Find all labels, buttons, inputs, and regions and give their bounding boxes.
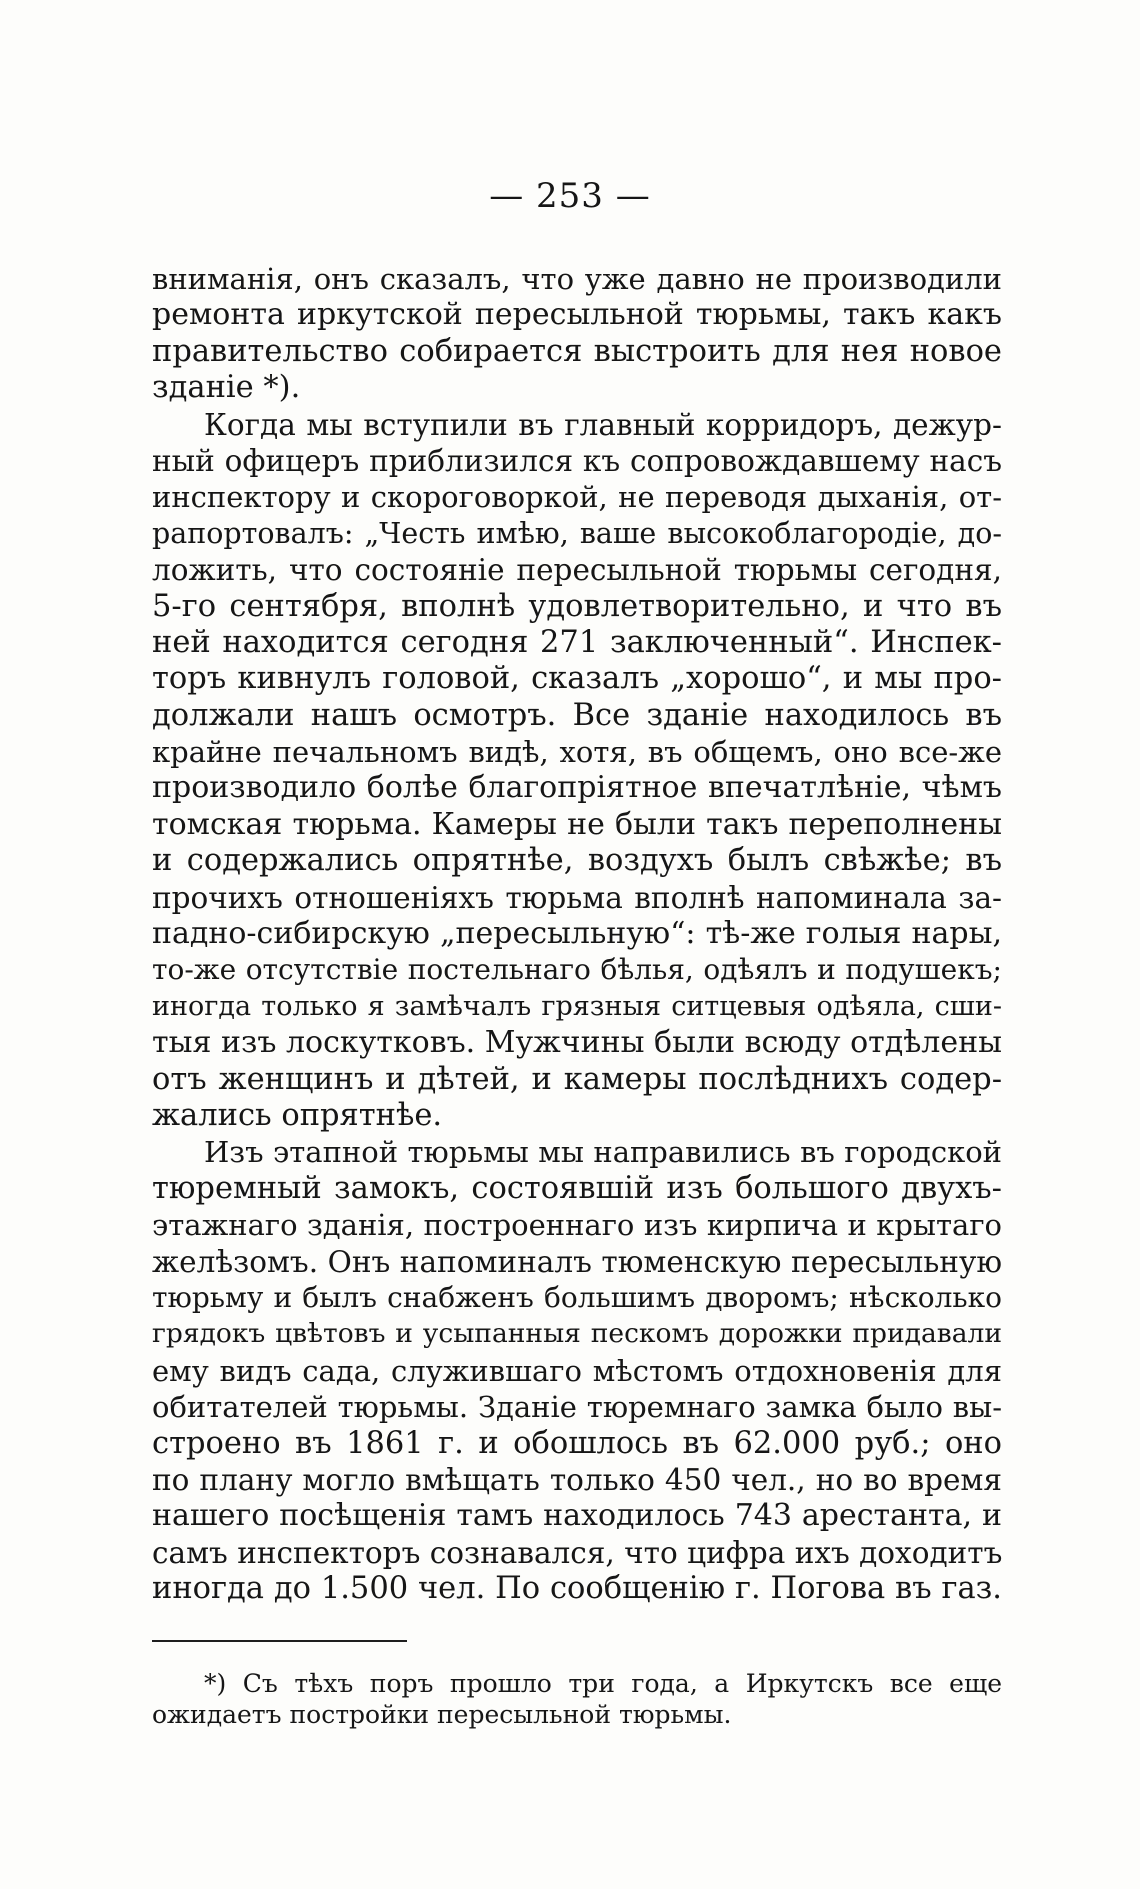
paragraph-3 (152, 1134, 1002, 1607)
text-line: ложить, что состояніе пересыльной тюрьмы сегодня, (152, 553, 1002, 588)
text-line: рапортовалъ: „Честь имѣю, ваше высокоблагородіе, до- (152, 516, 1002, 550)
footnote-line: ожидаетъ постройки пересыльной тюрьмы. (152, 1700, 732, 1729)
text-line: этажнаго зданія, построеннаго изъ кирпича и крытаго (152, 1208, 1002, 1243)
footnote (152, 1668, 1002, 1730)
paragraph-1 (152, 261, 1002, 407)
text-line: желѣзомъ. Онъ напоминалъ тюменскую пересыльную (152, 1244, 1002, 1279)
text-line: тюремный замокъ, состоявшій изъ большого двухъ- (152, 1170, 1002, 1206)
text-line: производило болѣе благопріятное впечатлѣніе, чѣмъ (152, 770, 1002, 806)
text-line: должали нашъ осмотръ. Все зданіе находилось въ (152, 697, 1002, 733)
text-line: по плану могло вмѣщать только 450 чел., но во время (152, 1462, 1002, 1497)
text-line: 5-го сентября, вполнѣ удовлетворительно, и что въ (152, 588, 1002, 624)
text-line: строено въ 1861 г. и обошлось въ 62.000 руб.; оно (152, 1425, 1002, 1461)
text-line: ему видъ сада, служившаго мѣстомъ отдохновенія для (152, 1353, 1002, 1388)
text-line: крайне печальномъ видѣ, хотя, въ общемъ, оно все-же (152, 735, 1002, 770)
body-text (152, 261, 1002, 1607)
page-number: — 253 — (489, 176, 651, 216)
text-line: жались опрятнѣе. (152, 1097, 443, 1133)
text-line: отъ женщинъ и дѣтей, и камеры послѣднихъ содер- (152, 1061, 1002, 1097)
text-line: падно-сибирскую „пересыльную“: тѣ-же голыя нары, (152, 916, 1002, 952)
footnote-line: *) Съ тѣхъ поръ прошло три года, а Иркутскъ все еще (204, 1669, 1002, 1698)
text-line: иногда до 1.500 чел. По сообщенію г. Погова въ газ. (152, 1571, 1002, 1607)
text-line: тюрьму и былъ снабженъ большимъ дворомъ; нѣсколько (152, 1280, 1002, 1314)
text-line: вниманія, онъ сказалъ, что уже давно не производили (152, 262, 1002, 296)
text-line: торъ кивнулъ головой, сказалъ „хорошо“, и мы про- (152, 661, 1002, 697)
text-line: грядокъ цвѣтовъ и усыпанныя пескомъ дорожки придавали (152, 1318, 1002, 1350)
text-line: и содержались опрятнѣе, воздухъ былъ свѣжѣе; въ (152, 843, 1002, 879)
text-line: то-же отсутствіе постельнаго бѣлья, одѣялъ и подушекъ; (152, 953, 1002, 987)
text-line: ремонта иркутской пересыльной тюрьмы, такъ какъ (152, 297, 1002, 333)
text-line: Когда мы вступили въ главный корридоръ, дежур- (204, 407, 1002, 442)
footnote-divider (152, 1640, 407, 1642)
text-line: иногда только я замѣчалъ грязныя ситцевыя одѣяла, сши- (152, 990, 1002, 1022)
text-line: прочихъ отношеніяхъ тюрьма вполнѣ напоминала за- (152, 880, 1002, 915)
text-line: тыя изъ лоскутковъ. Мужчины были всюду отдѣлены (152, 1025, 1002, 1061)
text-line: ный офицеръ приблизился къ сопровождавшему насъ (152, 443, 1002, 478)
text-line: томская тюрьма. Камеры не были такъ переполнены (152, 806, 1002, 842)
text-line: инспектору и скороговоркой, не переводя дыханія, от- (152, 480, 1002, 515)
text-line: ней находится сегодня 271 заключенный“. Инспек- (152, 624, 1002, 660)
text-line: зданіе *). (152, 370, 301, 406)
text-line: нашего посѣщенія тамъ находилось 743 арестанта, и (152, 1498, 1002, 1534)
text-line: Изъ этапной тюрьмы мы направились въ городской (204, 1135, 1002, 1170)
text-line: самъ инспекторъ сознавался, что цифра ихъ доходитъ (152, 1535, 1002, 1570)
text-line: правительство собирается выстроить для нея новое (152, 333, 1002, 369)
text-line: обитателей тюрьмы. Зданіе тюремнаго замка было вы- (152, 1390, 1002, 1425)
paragraph-2 (152, 407, 1002, 1135)
